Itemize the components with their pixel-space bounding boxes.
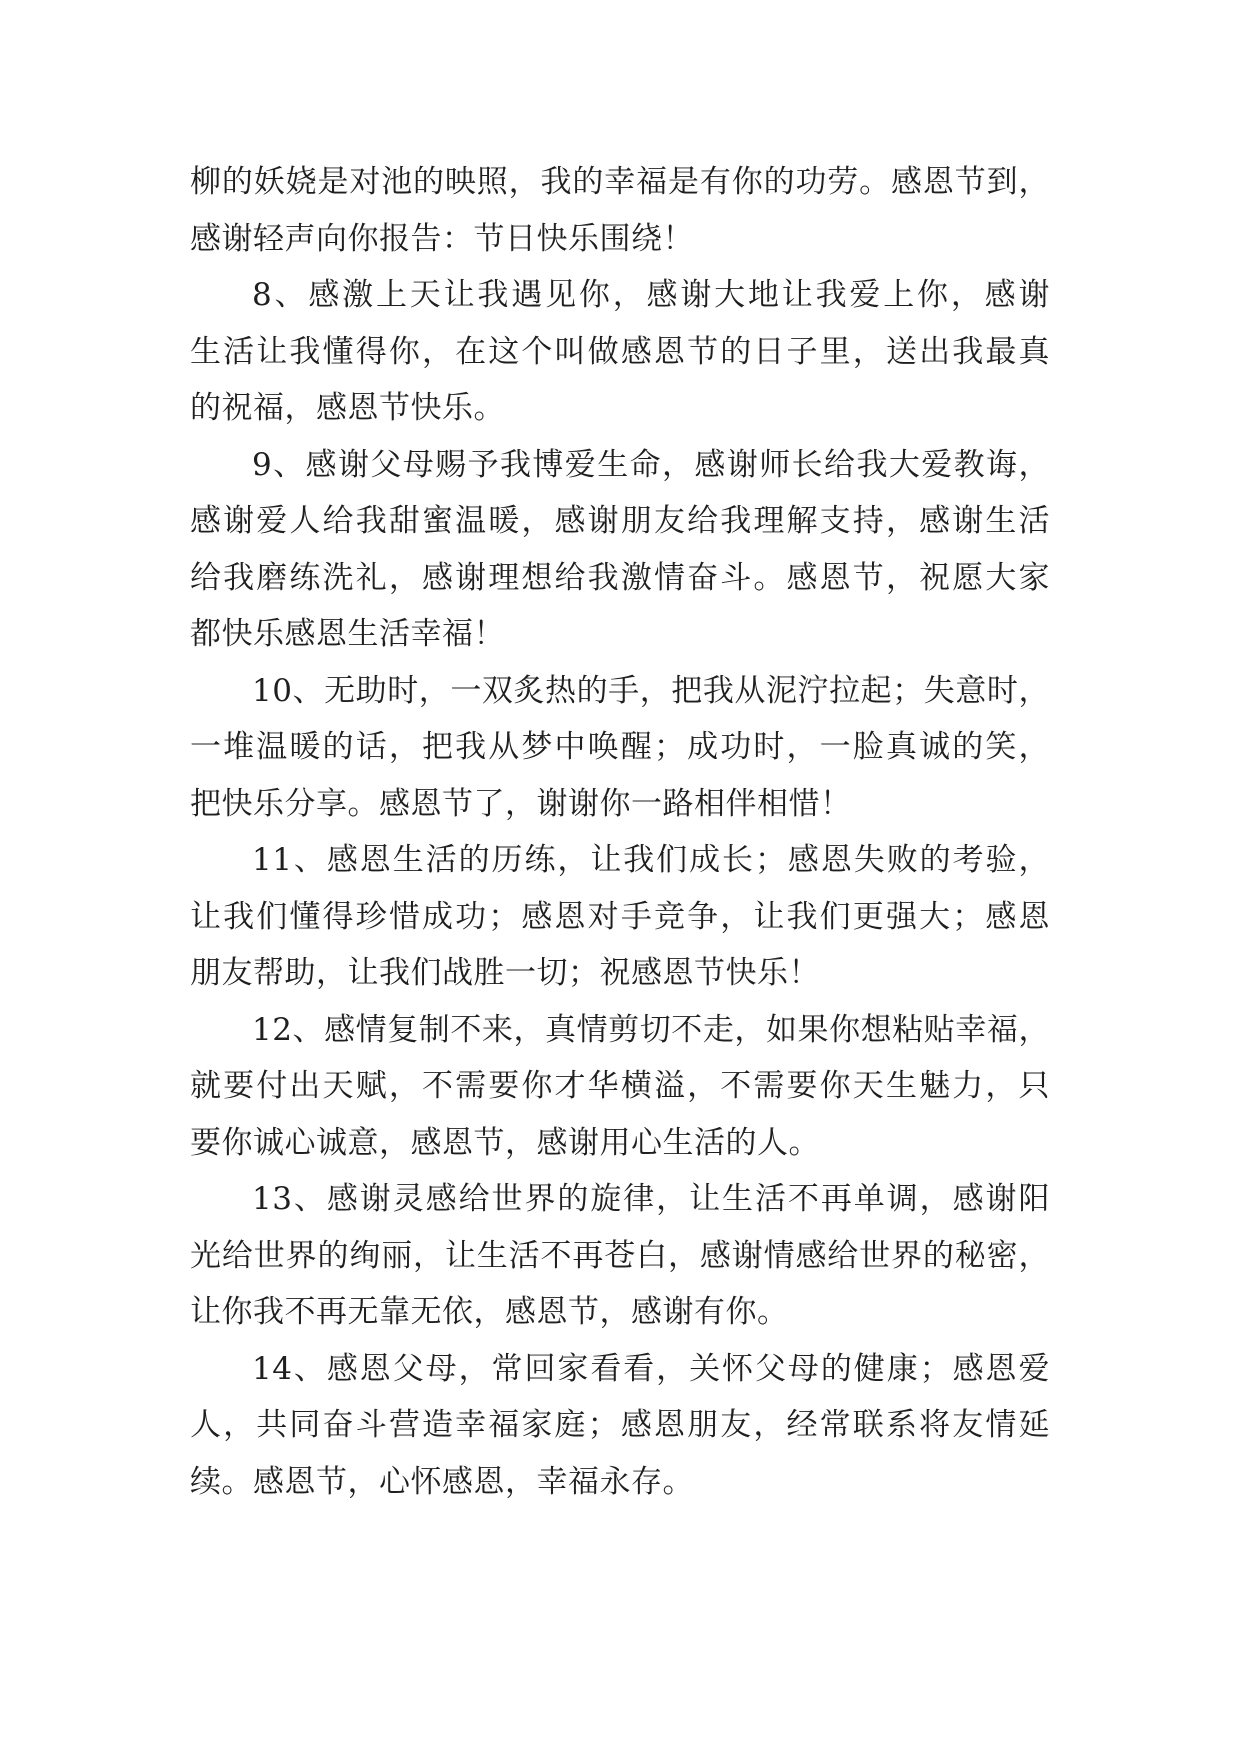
text-line: 把快乐分享。感恩节了，谢谢你一路相伴相惜！ <box>190 785 852 822</box>
paragraph-11 <box>190 832 1050 1002</box>
text-line: 12、感情复制不来，真情剪切不走，如果你想粘贴幸福， <box>252 1011 1050 1048</box>
text-line: 要你诚心诚意，感恩节，感谢用心生活的人。 <box>190 1124 820 1161</box>
text-line: 就要付出天赋，不需要你才华横溢，不需要你天生魅力，只 <box>190 1068 1050 1104</box>
text-line: 一堆温暖的话，把我从梦中唤醒；成功时，一脸真诚的笑， <box>190 729 1050 765</box>
text-line: 的祝福，感恩节快乐。 <box>190 390 505 426</box>
text-line: 感谢爱人给我甜蜜温暖，感谢朋友给我理解支持，感谢生活 <box>190 503 1050 539</box>
text-line: 感谢轻声向你报告：节日快乐围绕！ <box>190 220 694 257</box>
text-line: 给我磨练洗礼，感谢理想给我激情奋斗。感恩节，祝愿大家 <box>190 559 1050 596</box>
document-body <box>190 154 1050 1510</box>
text-line: 让你我不再无靠无依，感恩节，感谢有你。 <box>190 1294 789 1330</box>
text-line: 8、感激上天让我遇见你，感谢大地让我爱上你，感谢 <box>252 277 1050 313</box>
text-line: 续。感恩节，心怀感恩，幸福永存。 <box>190 1463 694 1500</box>
text-line: 10、无助时，一双炙热的手，把我从泥泞拉起；失意时， <box>252 672 1050 709</box>
text-line: 都快乐感恩生活幸福！ <box>190 616 505 652</box>
paragraph-8 <box>190 267 1050 437</box>
paragraph-14 <box>190 1341 1050 1511</box>
text-line: 13、感谢灵感给世界的旋律，让生活不再单调，感谢阳 <box>252 1181 1050 1217</box>
paragraph-13 <box>190 1171 1050 1341</box>
text-line: 11、感恩生活的历练，让我们成长；感恩失败的考验， <box>252 842 1050 878</box>
paragraph-12 <box>190 1002 1050 1172</box>
text-line: 朋友帮助，让我们战胜一切；祝感恩节快乐！ <box>190 955 820 991</box>
text-line: 人，共同奋斗营造幸福家庭；感恩朋友，经常联系将友情延 <box>190 1407 1050 1443</box>
text-line: 生活让我懂得你，在这个叫做感恩节的日子里，送出我最真 <box>190 333 1050 370</box>
paragraph-10 <box>190 663 1050 833</box>
paragraph-continuation <box>190 154 1050 267</box>
text-line: 14、感恩父母，常回家看看，关怀父母的健康；感恩爱 <box>252 1350 1050 1387</box>
text-line: 柳的妖娆是对池的映照，我的幸福是有你的功劳。感恩节到， <box>190 164 1050 200</box>
paragraph-9 <box>190 437 1050 663</box>
text-line: 9、感谢父母赐予我博爱生命，感谢师长给我大爱教诲， <box>252 446 1050 483</box>
text-line: 让我们懂得珍惜成功；感恩对手竞争，让我们更强大；感恩 <box>190 898 1050 935</box>
text-line: 光给世界的绚丽，让生活不再苍白，感谢情感给世界的秘密， <box>190 1237 1050 1274</box>
